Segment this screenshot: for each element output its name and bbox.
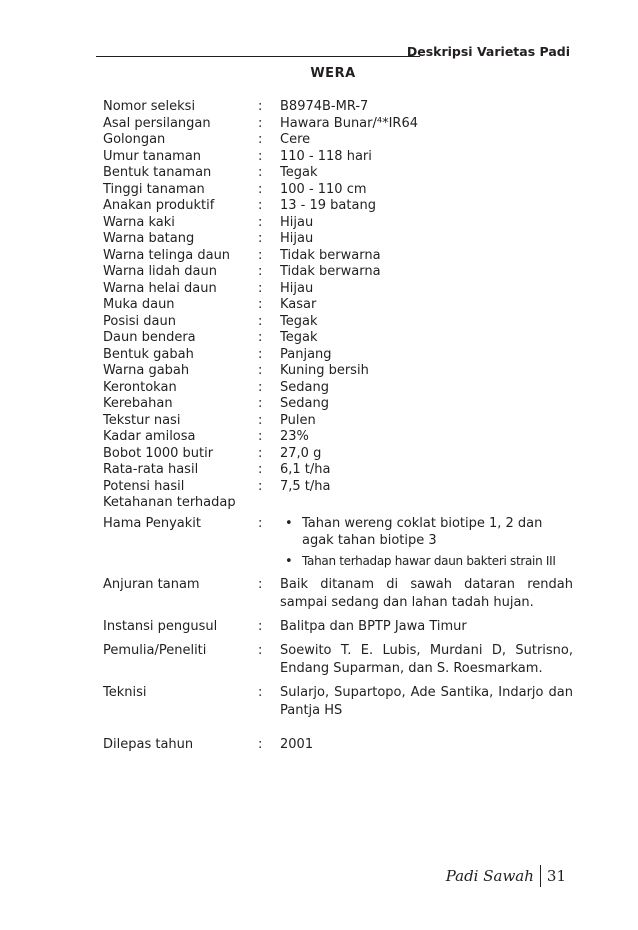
spec-value: Hawara Bunar/⁴*IR64 xyxy=(280,115,418,131)
spec-label: Instansi pengusul xyxy=(103,618,218,634)
resistance-item-text: Tahan wereng coklat biotipe 1, 2 dan agak tahan biotipe 3 xyxy=(302,515,543,548)
spec-colon: : xyxy=(258,462,263,477)
variety-title: WERA xyxy=(310,66,356,81)
spec-label: Warna batang xyxy=(103,231,195,246)
spec-row xyxy=(103,248,573,265)
resistance-item xyxy=(280,515,573,549)
spec-label: Nomor seleksi xyxy=(103,99,196,114)
spec-colon: : xyxy=(258,363,263,378)
page-number: 31 xyxy=(546,867,566,885)
spec-row xyxy=(103,182,573,199)
spec-label: Pemulia/Peneliti xyxy=(103,642,207,658)
spec-label: Rata-rata hasil xyxy=(103,462,199,477)
spec-label: Dilepas tahun xyxy=(103,736,194,752)
spec-value: 23% xyxy=(280,429,309,444)
spec-label: Teknisi xyxy=(103,684,147,700)
detail-row xyxy=(103,576,573,612)
resistance-row xyxy=(103,512,573,570)
spec-row xyxy=(103,314,573,331)
spec-row xyxy=(103,446,573,463)
header-rule xyxy=(96,56,420,57)
spec-colon: : xyxy=(258,412,263,428)
spec-row xyxy=(103,297,573,314)
resistance-item xyxy=(280,553,573,570)
spec-value: Sedang xyxy=(280,379,329,395)
spec-colon: : xyxy=(258,576,263,592)
spec-label: Warna telinga daun xyxy=(103,247,231,263)
spec-row xyxy=(103,347,573,364)
spec-label: Daun bendera xyxy=(103,330,196,345)
spec-colon: : xyxy=(258,264,263,279)
spec-label: Anakan produktif xyxy=(103,198,215,213)
spec-colon: : xyxy=(258,346,263,362)
spec-value: Hijau xyxy=(280,280,314,296)
spec-label: Kadar amilosa xyxy=(103,429,196,444)
spec-colon: : xyxy=(258,280,263,296)
spec-value: Sedang xyxy=(280,396,329,411)
spec-label: Kerebahan xyxy=(103,396,173,411)
spec-value: 110 - 118 hari xyxy=(280,148,372,164)
running-title: Deskripsi Varietas Padi xyxy=(406,44,570,59)
spec-value: 13 - 19 batang xyxy=(280,198,376,213)
spec-value: Balitpa dan BPTP Jawa Timur xyxy=(280,618,467,634)
resistance-heading-row xyxy=(103,495,573,512)
spec-label: Posisi daun xyxy=(103,313,176,329)
spec-colon: : xyxy=(258,736,263,752)
spec-row xyxy=(103,479,573,496)
spec-colon: : xyxy=(258,297,263,312)
spec-colon: : xyxy=(258,165,263,180)
spec-row xyxy=(103,380,573,397)
spec-value: Kuning bersih xyxy=(280,363,369,378)
resistance-list xyxy=(280,515,573,570)
spec-colon: : xyxy=(258,198,263,213)
spec-value: Tegak xyxy=(280,165,318,180)
spec-label: Tinggi tanaman xyxy=(103,181,205,197)
spec-colon: : xyxy=(258,445,263,461)
spec-value: Kasar xyxy=(280,297,317,312)
spec-label: Warna gabah xyxy=(103,363,190,378)
spec-value: Soewito T. E. Lubis, Murdani D, Sutrisno, Endang Suparman, dan S. Roesmarkam. xyxy=(280,642,573,676)
variety-spec-list xyxy=(103,99,573,754)
spec-value: Hijau xyxy=(280,231,314,246)
spec-row xyxy=(103,396,573,413)
spec-label: Bentuk gabah xyxy=(103,346,194,362)
spec-value: Tidak berwarna xyxy=(280,247,381,263)
spec-row xyxy=(103,149,573,166)
spec-value: 27,0 g xyxy=(280,445,322,461)
detail-row xyxy=(103,642,573,678)
spec-label: Warna helai daun xyxy=(103,280,217,296)
spec-value: Panjang xyxy=(280,346,332,362)
spec-colon: : xyxy=(258,379,263,395)
spec-colon: : xyxy=(258,330,263,345)
spec-value: 100 - 110 cm xyxy=(280,181,367,197)
spec-colon: : xyxy=(258,642,263,658)
spec-value: Baik ditanam di sawah dataran rendah sampai sedang dan lahan tadah hujan. xyxy=(280,576,573,610)
spec-value: 2001 xyxy=(280,736,314,752)
spec-colon: : xyxy=(258,396,263,411)
spec-label: Asal persilangan xyxy=(103,115,211,131)
spec-row xyxy=(103,462,573,479)
detail-row xyxy=(103,618,573,636)
spec-label: Bentuk tanaman xyxy=(103,165,212,180)
spec-colon: : xyxy=(258,684,263,700)
spec-value: Hijau xyxy=(280,214,314,230)
spec-label: Umur tanaman xyxy=(103,148,202,164)
spec-row xyxy=(103,363,573,380)
spec-row xyxy=(103,330,573,347)
spec-value: Sularjo, Supartopo, Ade Santika, Indarjo dan Pantja HS xyxy=(280,684,573,718)
spec-colon: : xyxy=(258,115,263,131)
running-header xyxy=(96,44,570,64)
detail-row xyxy=(103,736,573,754)
spec-row xyxy=(103,165,573,182)
spec-label: Golongan xyxy=(103,132,166,147)
spec-row xyxy=(103,215,573,232)
spec-row xyxy=(103,264,573,281)
spec-value: B8974B-MR-7 xyxy=(280,99,369,114)
spec-colon: : xyxy=(258,429,263,444)
spec-row xyxy=(103,413,573,430)
spec-colon: : xyxy=(258,247,263,263)
spec-value: Tegak xyxy=(280,313,318,329)
resistance-item-text: Tahan terhadap hawar daun bakteri strain III xyxy=(302,553,556,568)
spec-colon: : xyxy=(258,313,263,329)
spec-colon: : xyxy=(258,214,263,230)
detail-row xyxy=(103,684,573,720)
spec-label: Tekstur nasi xyxy=(103,412,181,428)
spec-row xyxy=(103,132,573,149)
spec-row xyxy=(103,198,573,215)
spec-label: Warna lidah daun xyxy=(103,264,217,279)
spec-label: Bobot 1000 butir xyxy=(103,445,214,461)
spec-colon: : xyxy=(258,478,263,494)
spec-value: Pulen xyxy=(280,412,316,428)
spec-row xyxy=(103,116,573,133)
spec-colon: : xyxy=(258,231,263,246)
spec-colon: : xyxy=(258,618,263,634)
spec-row xyxy=(103,281,573,298)
bullet-icon: • xyxy=(285,515,293,531)
footer-book-title: Padi Sawah xyxy=(445,867,534,885)
spec-colon: : xyxy=(258,181,263,197)
spec-colon: : xyxy=(258,148,263,164)
spec-row xyxy=(103,99,573,116)
spec-label: Anjuran tanam xyxy=(103,576,200,592)
spec-label: Warna kaki xyxy=(103,214,175,230)
spec-label: Hama Penyakit xyxy=(103,515,202,531)
bullet-icon: • xyxy=(285,553,293,569)
spec-row xyxy=(103,429,573,446)
spec-value: 7,5 t/ha xyxy=(280,478,331,494)
spec-label: Potensi hasil xyxy=(103,478,185,494)
spec-value: Tegak xyxy=(280,330,318,345)
spec-colon: : xyxy=(258,99,263,114)
resistance-heading: Ketahanan terhadap xyxy=(103,495,236,510)
spec-value: 6,1 t/ha xyxy=(280,462,331,477)
spec-value: Tidak berwarna xyxy=(280,264,381,279)
spec-colon: : xyxy=(258,132,263,147)
spec-row xyxy=(103,231,573,248)
spec-label: Kerontokan xyxy=(103,379,177,395)
spec-label: Muka daun xyxy=(103,297,175,312)
page-footer xyxy=(446,865,566,887)
spec-colon: : xyxy=(258,515,263,531)
spec-value: Cere xyxy=(280,132,311,147)
